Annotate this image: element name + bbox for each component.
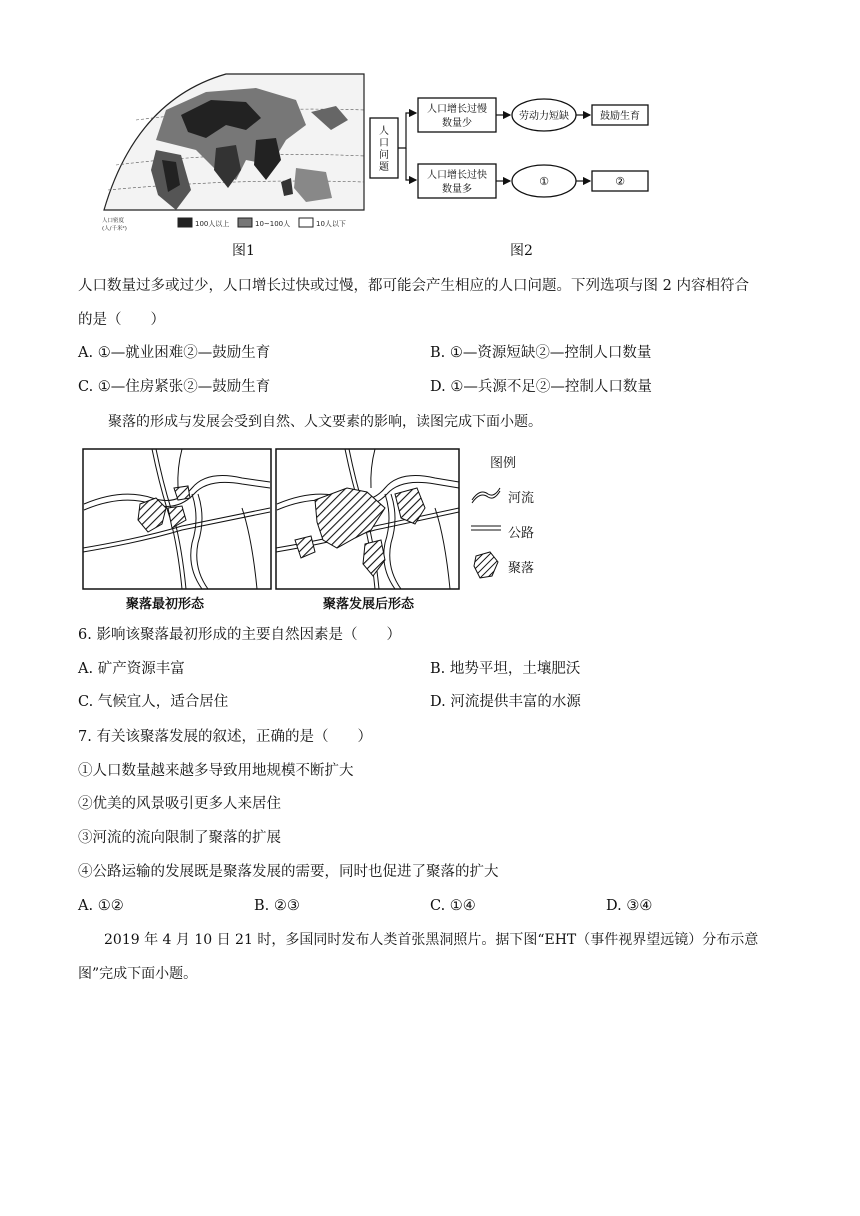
eht-intro-line1: 2019 年 4 月 10 日 21 时，多国同时发布人类首张黑洞照片。据下图“EHT（事件视界望远镜）分布示意 — [104, 932, 759, 948]
svg-text:人口增长过慢: 人口增长过慢 — [427, 104, 487, 115]
q5-option-c: C. ①—住房紧张②—鼓励生育 — [78, 379, 271, 395]
q6-option-d: D. 河流提供丰富的水源 — [430, 694, 581, 710]
q7-statement-3: ③河流的流向限制了聚落的扩展 — [78, 830, 281, 846]
svg-text:口: 口 — [379, 138, 389, 149]
settlement-initial-map — [82, 448, 272, 590]
q6-option-b: B. 地势平坦，土壤肥沃 — [430, 661, 581, 677]
svg-text:人口密度: 人口密度 — [102, 218, 125, 224]
svg-text:人: 人 — [379, 126, 389, 137]
svg-text:②: ② — [615, 175, 625, 188]
settlement-developed-map — [275, 448, 460, 590]
road-legend-icon — [470, 523, 502, 533]
q6-option-a: A. 矿产资源丰富 — [78, 661, 185, 677]
settlement-legend-icon — [472, 550, 500, 580]
q5-option-b: B. ①—资源短缺②—控制人口数量 — [430, 345, 652, 361]
q5-option-a: A. ①—就业困难②—鼓励生育 — [78, 345, 271, 361]
settlement-developed-caption: 聚落发展后形态 — [323, 597, 415, 612]
q6-stem: 6. 影响该聚落最初形成的主要自然因素是（ ） — [78, 627, 401, 643]
eht-intro-line2: 图”完成下面小题。 — [78, 966, 198, 982]
river-legend-icon — [470, 484, 502, 504]
svg-text:100人以上: 100人以上 — [195, 220, 230, 228]
q7-option-a: A. ①② — [78, 898, 124, 914]
settlement-intro: 聚落的形成与发展会受到自然、人文要素的影响，读图完成下面小题。 — [108, 414, 542, 430]
q5-stem-line1: 人口数量过多或过少，人口增长过快或过慢，都可能会产生相应的人口问题。下列选项与图 2 内容相符合 — [78, 278, 749, 294]
q7-option-d: D. ③④ — [606, 898, 653, 914]
q5-option-d: D. ①—兵源不足②—控制人口数量 — [430, 379, 652, 395]
q7-option-b: B. ②③ — [254, 898, 300, 914]
map-legend-title: 图例 — [490, 456, 517, 471]
legend-settlement-label: 聚落 — [508, 561, 535, 576]
svg-text:10人以下: 10人以下 — [316, 220, 346, 228]
svg-text:劳动力短缺: 劳动力短缺 — [519, 111, 569, 122]
svg-text:(人/千米²): (人/千米²) — [102, 226, 127, 232]
q7-stem: 7. 有关该聚落发展的叙述，正确的是（ ） — [78, 729, 372, 745]
settlement-initial-caption: 聚落最初形态 — [126, 597, 205, 612]
q5-stem-line2: 的是（ ） — [78, 312, 165, 328]
figure-2-caption: 图2 — [510, 243, 533, 259]
svg-text:数量少: 数量少 — [442, 118, 472, 129]
svg-text:人口增长过快: 人口增长过快 — [427, 170, 487, 181]
svg-text:题: 题 — [379, 162, 389, 173]
svg-text:数量多: 数量多 — [442, 184, 472, 195]
q7-statement-4: ④公路运输的发展既是聚落发展的需要，同时也促进了聚落的扩大 — [78, 864, 499, 880]
svg-text:鼓励生育: 鼓励生育 — [600, 111, 640, 122]
q7-statement-1: ①人口数量越来越多导致用地规模不断扩大 — [78, 763, 354, 779]
svg-text:①: ① — [539, 175, 549, 188]
q7-statement-2: ②优美的风景吸引更多人来居住 — [78, 796, 281, 812]
population-density-map — [96, 70, 368, 238]
figure-1-caption: 图1 — [232, 243, 255, 259]
svg-text:10~100人: 10~100人 — [255, 220, 291, 228]
svg-text:问: 问 — [379, 150, 389, 161]
q7-option-c: C. ①④ — [430, 898, 476, 914]
legend-road-label: 公路 — [508, 526, 535, 541]
population-problem-flowchart — [366, 88, 656, 208]
legend-river-label: 河流 — [508, 491, 535, 506]
q6-option-c: C. 气候宜人，适合居住 — [78, 694, 229, 710]
